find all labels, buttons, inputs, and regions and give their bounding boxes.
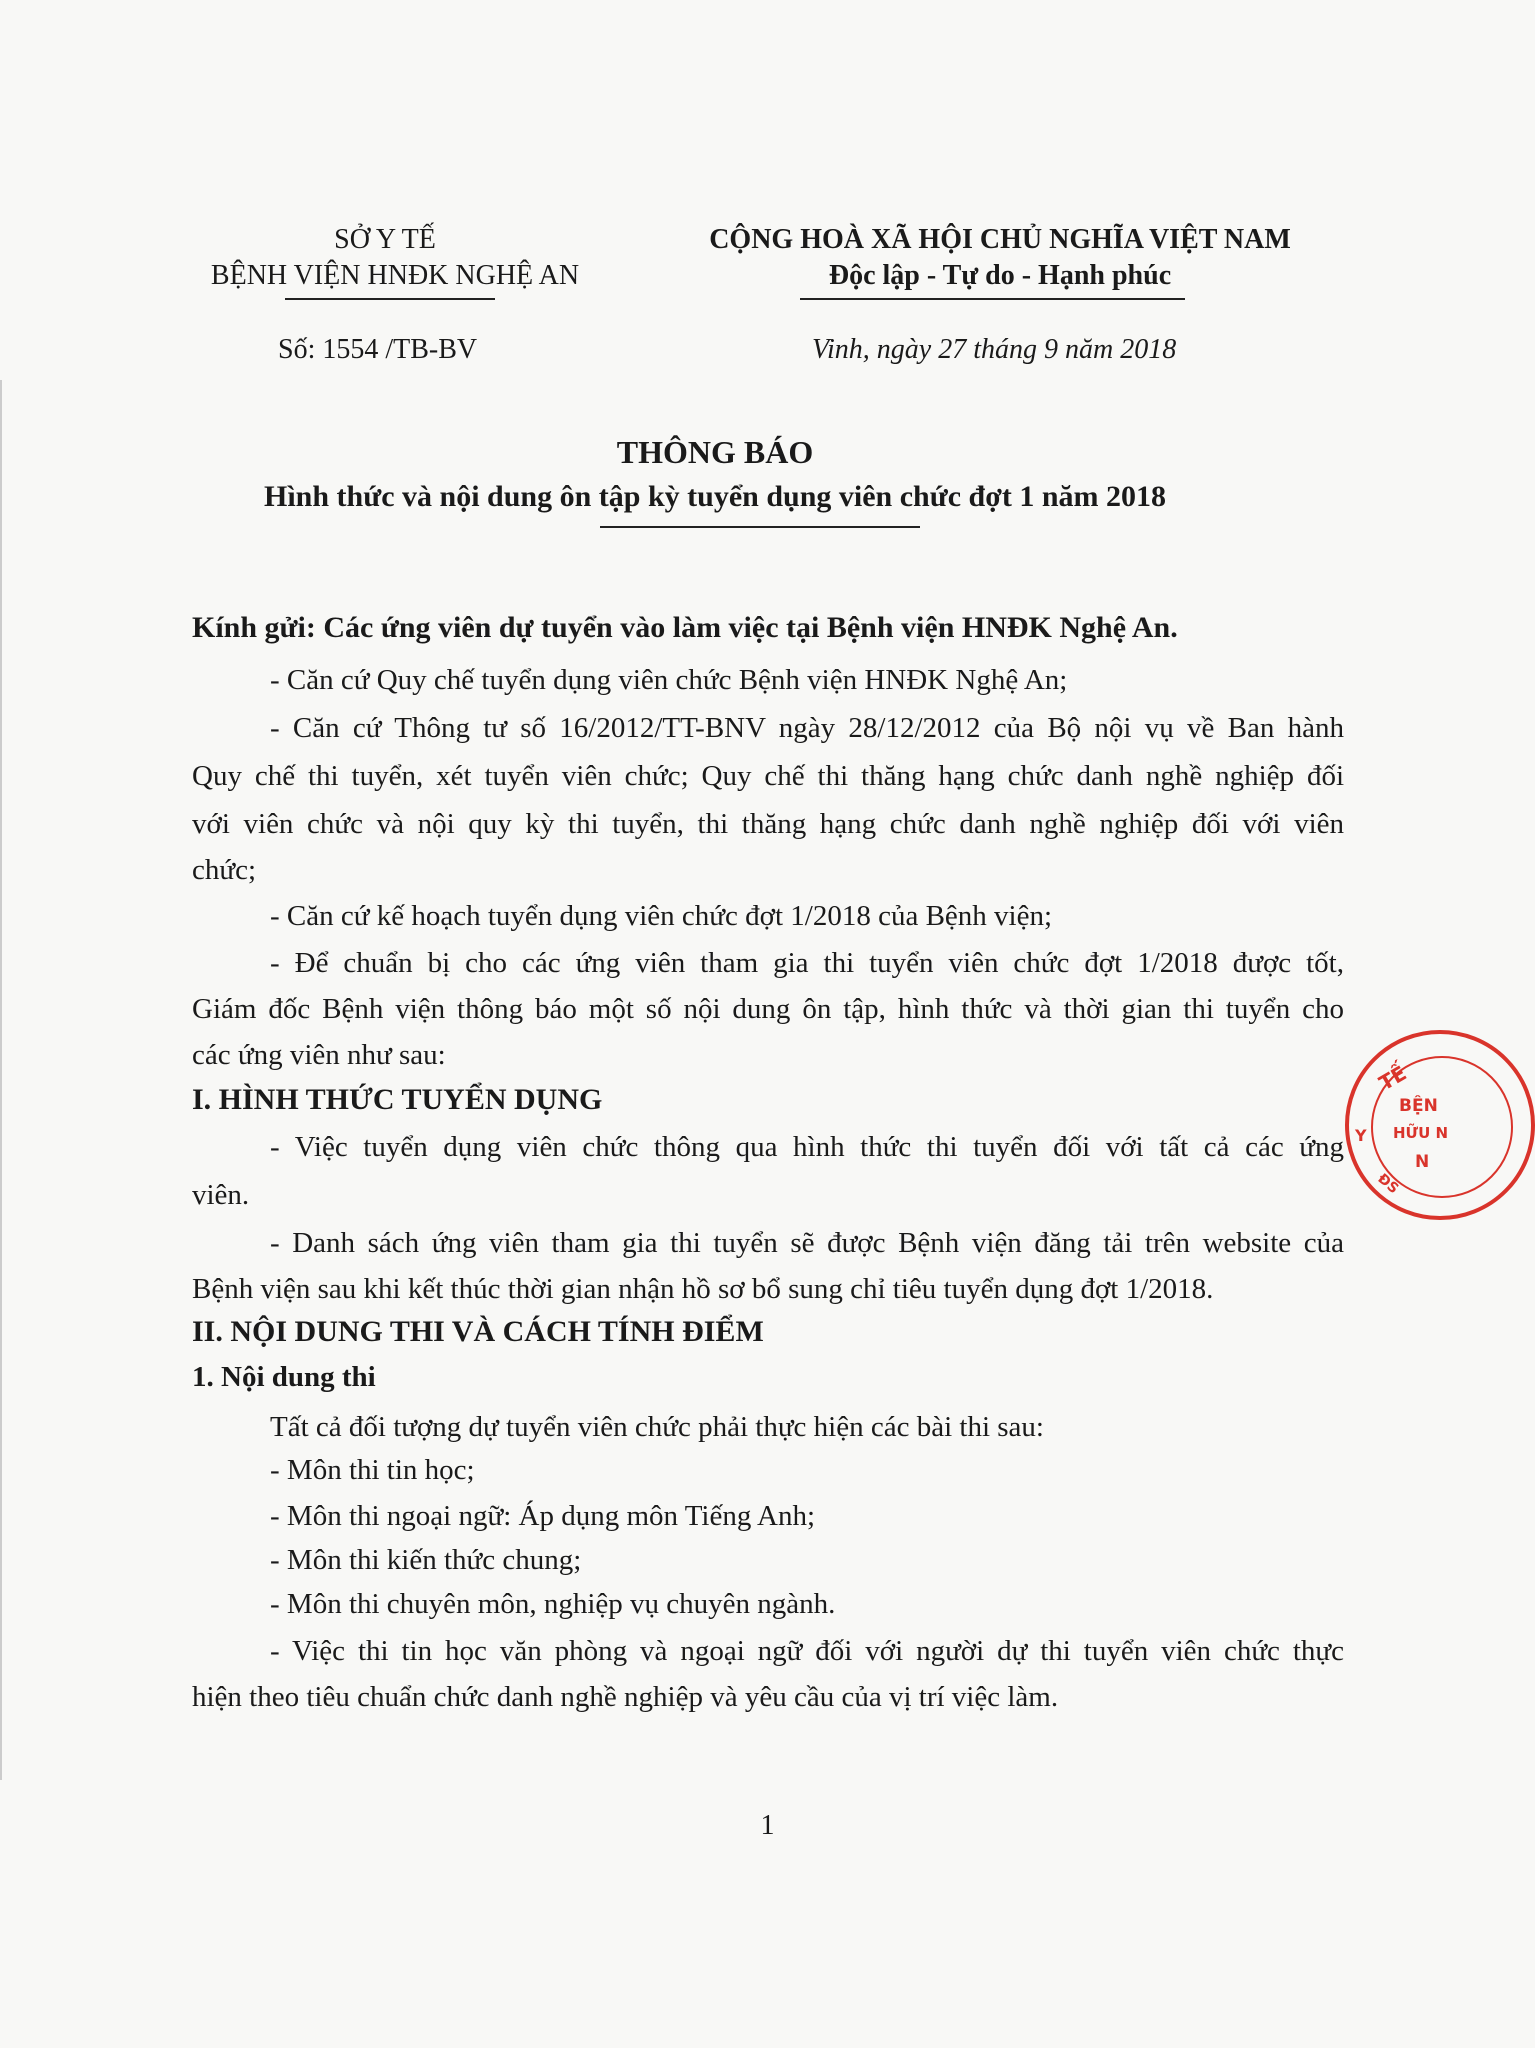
- section-2-line: Tất cả đối tượng dự tuyển viên chức phải thực hiện các bài thi sau:: [270, 1411, 1044, 1443]
- country-name: CỘNG HOÀ XÃ HỘI CHỦ NGHĨA VIỆT NAM: [709, 224, 1291, 255]
- header-org: SỞ Y TẾ: [334, 224, 436, 255]
- basis-line: Quy chế thi tuyển, xét tuyển viên chức; Quy chế thi thăng hạng chức danh nghề nghiệp đối: [192, 760, 1344, 792]
- national-motto: Độc lập - Tự do - Hạnh phúc: [828, 260, 1172, 291]
- section-2-line: - Môn thi kiến thức chung;: [270, 1544, 582, 1576]
- title-underline: [600, 526, 920, 528]
- notice-subtitle: Hình thức và nội dung ôn tập kỳ tuyển dụng viên chức đợt 1 năm 2018: [264, 480, 1166, 513]
- stamp-text: N: [1415, 1152, 1430, 1172]
- section-2-line: - Việc thi tin học văn phòng và ngoại ngữ đối với người dự thi tuyển viên chức thực: [270, 1635, 1344, 1667]
- section-2-line: - Môn thi chuyên môn, nghiệp vụ chuyên ngành.: [270, 1588, 836, 1620]
- section-1-line: - Danh sách ứng viên tham gia thi tuyển sẽ được Bệnh viện đăng tải trên website của: [270, 1227, 1344, 1259]
- stamp-text: HỮU N: [1393, 1124, 1449, 1142]
- motto-underline: [800, 298, 1185, 300]
- stamp-text: TẾ: [1374, 1060, 1411, 1096]
- section-2-line: - Môn thi ngoại ngữ: Áp dụng môn Tiếng Anh;: [270, 1500, 816, 1532]
- official-stamp: [1345, 1030, 1535, 1220]
- basis-line: - Để chuẩn bị cho các ứng viên tham gia thi tuyển viên chức đợt 1/2018 được tốt,: [270, 947, 1344, 979]
- section-2-line: hiện theo tiêu chuẩn chức danh nghề nghiệp và yêu cầu của vị trí việc làm.: [192, 1681, 1059, 1713]
- document-date: Vinh, ngày 27 tháng 9 năm 2018: [812, 334, 1177, 365]
- greeting: Kính gửi: Các ứng viên dự tuyển vào làm việc tại Bệnh viện HNĐK Nghệ An.: [192, 611, 1178, 644]
- document-number: Số: 1554 /TB-BV: [278, 334, 478, 365]
- basis-line: chức;: [192, 854, 257, 886]
- basis-line: - Căn cứ Thông tư số 16/2012/TT-BNV ngày 28/12/2012 của Bộ nội vụ về Ban hành: [270, 712, 1344, 744]
- stamp-text: ĐS: [1374, 1170, 1402, 1198]
- section-2-heading: II. NỘI DUNG THI VÀ CÁCH TÍNH ĐIỂM: [192, 1315, 764, 1348]
- section-1-line: - Việc tuyển dụng viên chức thông qua hình thức thi tuyển đối với tất cả các ứng: [270, 1131, 1344, 1163]
- section-2-subheading: 1. Nội dung thi: [192, 1361, 376, 1393]
- page-number: 1: [760, 1810, 775, 1841]
- stamp-text: BỆN: [1399, 1096, 1438, 1116]
- header-unit: BỆNH VIỆN HNĐK NGHỆ AN: [210, 260, 580, 291]
- basis-line: Giám đốc Bệnh viện thông báo một số nội dung ôn tập, hình thức và thời gian thi tuyển cho: [192, 993, 1344, 1025]
- basis-line: các ứng viên như sau:: [192, 1039, 446, 1071]
- section-1-heading: I. HÌNH THỨC TUYỂN DỤNG: [192, 1083, 603, 1116]
- scan-edge: [0, 380, 2, 1780]
- section-1-line: viên.: [192, 1179, 250, 1211]
- basis-line: - Căn cứ Quy chế tuyển dụng viên chức Bệnh viện HNĐK Nghệ An;: [270, 664, 1068, 696]
- section-1-line: Bệnh viện sau khi kết thúc thời gian nhận hồ sơ bổ sung chỉ tiêu tuyển dụng đợt 1/2018.: [192, 1273, 1214, 1305]
- header-unit-underline: [285, 298, 495, 300]
- stamp-text: Y: [1355, 1126, 1367, 1145]
- section-2-line: - Môn thi tin học;: [270, 1454, 475, 1486]
- notice-title: THÔNG BÁO: [616, 434, 814, 470]
- basis-line: với viên chức và nội quy kỳ thi tuyển, thi thăng hạng chức danh nghề nghiệp đối với viên: [192, 808, 1344, 840]
- basis-line: - Căn cứ kế hoạch tuyển dụng viên chức đợt 1/2018 của Bệnh viện;: [270, 900, 1053, 932]
